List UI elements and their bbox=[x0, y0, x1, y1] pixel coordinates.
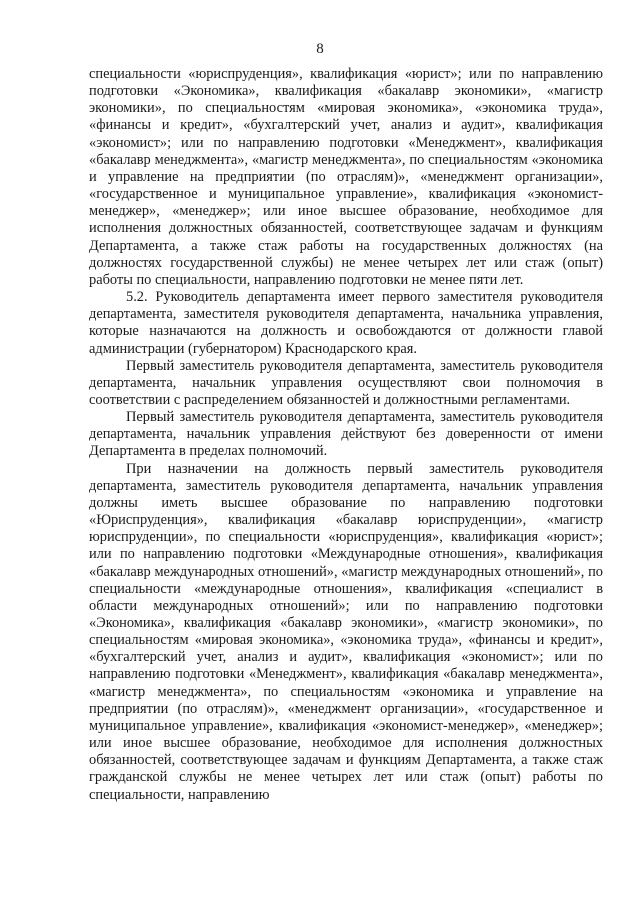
document-body bbox=[89, 66, 603, 804]
paragraph: При назначении на должность первый заместитель руководителя департамента, заместитель руководителя департамента, начальник управления должны иметь высшее образование по направлению подготовки «Юриспруденция», квалификация «бакалавр юриспруденции», «магистр юриспруденции», по специальности «юриспруденция», квалификация «юрист»; или по направлению подготовки «Международные отношения», квалификация «бакалавр международных отношений», «магистр международных отношений», по специальности «международные отношения», квалификация «специалист в области международных отношений»; или по направлению подготовки «Экономика», квалификация «бакалавр экономики», «магистр экономики», по специальностям «мировая экономика», «экономика труда», «финансы и кредит», «бухгалтерский учет, анализ и аудит», квалификация «экономист»; или по направлению подготовки «Менеджмент», квалификация «бакалавр менеджмента», «магистр менеджмента», по специальностям «экономика и управление на предприятии (по отраслям)», «менеджмент организации», «государственное и муниципальное управление», квалификация «экономист-менеджер», «менеджер»; или иное высшее образование, необходимое для исполнения должностных обязанностей, соответствующее задачам и функциям Департамента, а также стаж гражданской службы не менее четырех лет или стаж (опыт) работы по специальности, направлению bbox=[89, 460, 603, 803]
paragraph: специальности «юриспруденция», квалификация «юрист»; или по направлению подготовки «Экономика», квалификация «бакалавр экономики», «магистр экономики», по специальностям «мировая экономика», «экономика труда», «финансы и кредит», «бухгалтерский учет, анализ и аудит», квалификация «экономист»; или по направлению подготовки «Менеджмент», квалификация «бакалавр менеджмента», «магистр менеджмента», по специальностям «экономика и управление на предприятии (по отраслям)», «менеджмент организации», «государственное и муниципальное управление», квалификация «экономист-менеджер», «менеджер»; или иное высшее образование, необходимое для исполнения должностных обязанностей, соответствующее задачам и функциям Департамента, а также стаж работы на государственных должностях (на должностях государственной службы) не менее четырех лет или стаж (опыт) работы по специальности, направлению подготовки не менее пяти лет. bbox=[89, 66, 603, 288]
paragraph: 5.2. Руководитель департамента имеет первого заместителя руководителя департамента, заместителя руководителя департамента, начальника управления, которые назначаются на должность и освобождаются от должности главой администрации (губернатором) Краснодарского края. bbox=[89, 289, 603, 357]
paragraph: Первый заместитель руководителя департамента, заместитель руководителя департамента, начальник управления осуществляют свои полномочия в соответствии с распределением обязанностей и должностными регламентами. bbox=[89, 357, 603, 408]
paragraph: Первый заместитель руководителя департамента, заместитель руководителя департамента, начальник управления действуют без доверенности от имени Департамента в пределах полномочий. bbox=[89, 409, 603, 460]
page-number: 8 bbox=[316, 41, 324, 57]
